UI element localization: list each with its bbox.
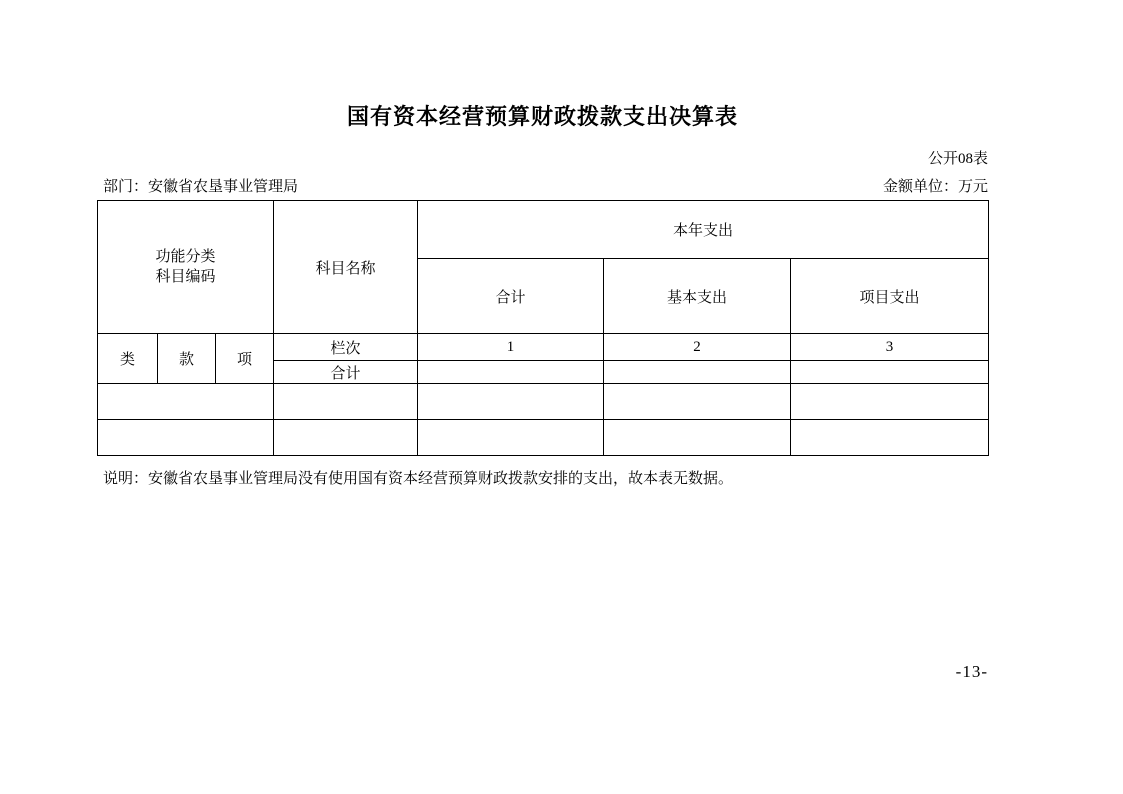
row-name-cell <box>274 384 418 420</box>
header-cell-basic-expenditure: 基本支出 <box>604 259 791 334</box>
column-number-3: 3 <box>791 334 989 361</box>
header-cell-section: 款 <box>158 334 216 384</box>
column-index-label: 栏次 <box>274 334 418 361</box>
header-cell-project-expenditure: 项目支出 <box>791 259 989 334</box>
row-total-cell <box>418 384 604 420</box>
header-cell-function-code <box>98 201 274 334</box>
total-row-total-value <box>418 361 604 384</box>
table-row <box>98 420 989 456</box>
function-code-line2: 科目编码 <box>155 269 216 285</box>
header-cell-current-year-expenditure: 本年支出 <box>418 201 989 259</box>
department-name: 安徽省农垦事业管理局 <box>148 179 299 195</box>
meta-line <box>97 175 988 196</box>
header-cell-class: 类 <box>98 334 158 384</box>
header-cell-item: 项 <box>216 334 274 384</box>
total-row-project-value <box>791 361 989 384</box>
unit-value: 万元 <box>957 179 988 195</box>
column-index-row <box>98 334 989 361</box>
page-number: -13- <box>955 662 988 681</box>
header-cell-total: 合计 <box>418 259 604 334</box>
row-total-cell <box>418 420 604 456</box>
department-line <box>97 175 298 196</box>
row-code-cell <box>98 420 274 456</box>
table-row <box>98 384 989 420</box>
column-number-1: 1 <box>418 334 604 361</box>
total-row-label: 合计 <box>274 361 418 384</box>
header-cell-subject-name: 科目名称 <box>274 201 418 334</box>
row-project-cell <box>791 420 989 456</box>
page-title: 国有资本经营预算财政拨款支出决算表 <box>346 104 738 129</box>
note-text: 说明：安徽省农垦事业管理局没有使用国有资本经营预算财政拨款安排的支出，故本表无数据。 <box>103 471 734 487</box>
function-code-line1: 功能分类 <box>155 248 216 265</box>
row-code-cell <box>98 384 274 420</box>
unit-line <box>883 175 988 196</box>
form-code: 公开08表 <box>927 151 988 167</box>
table-header-row-1 <box>98 201 989 259</box>
unit-label: 金额单位： <box>882 179 958 195</box>
total-row-basic-value <box>604 361 791 384</box>
row-project-cell <box>791 384 989 420</box>
column-number-2: 2 <box>604 334 791 361</box>
row-basic-cell <box>604 420 791 456</box>
row-name-cell <box>274 420 418 456</box>
budget-table <box>97 200 989 456</box>
row-basic-cell <box>604 384 791 420</box>
department-label: 部门： <box>103 179 149 195</box>
